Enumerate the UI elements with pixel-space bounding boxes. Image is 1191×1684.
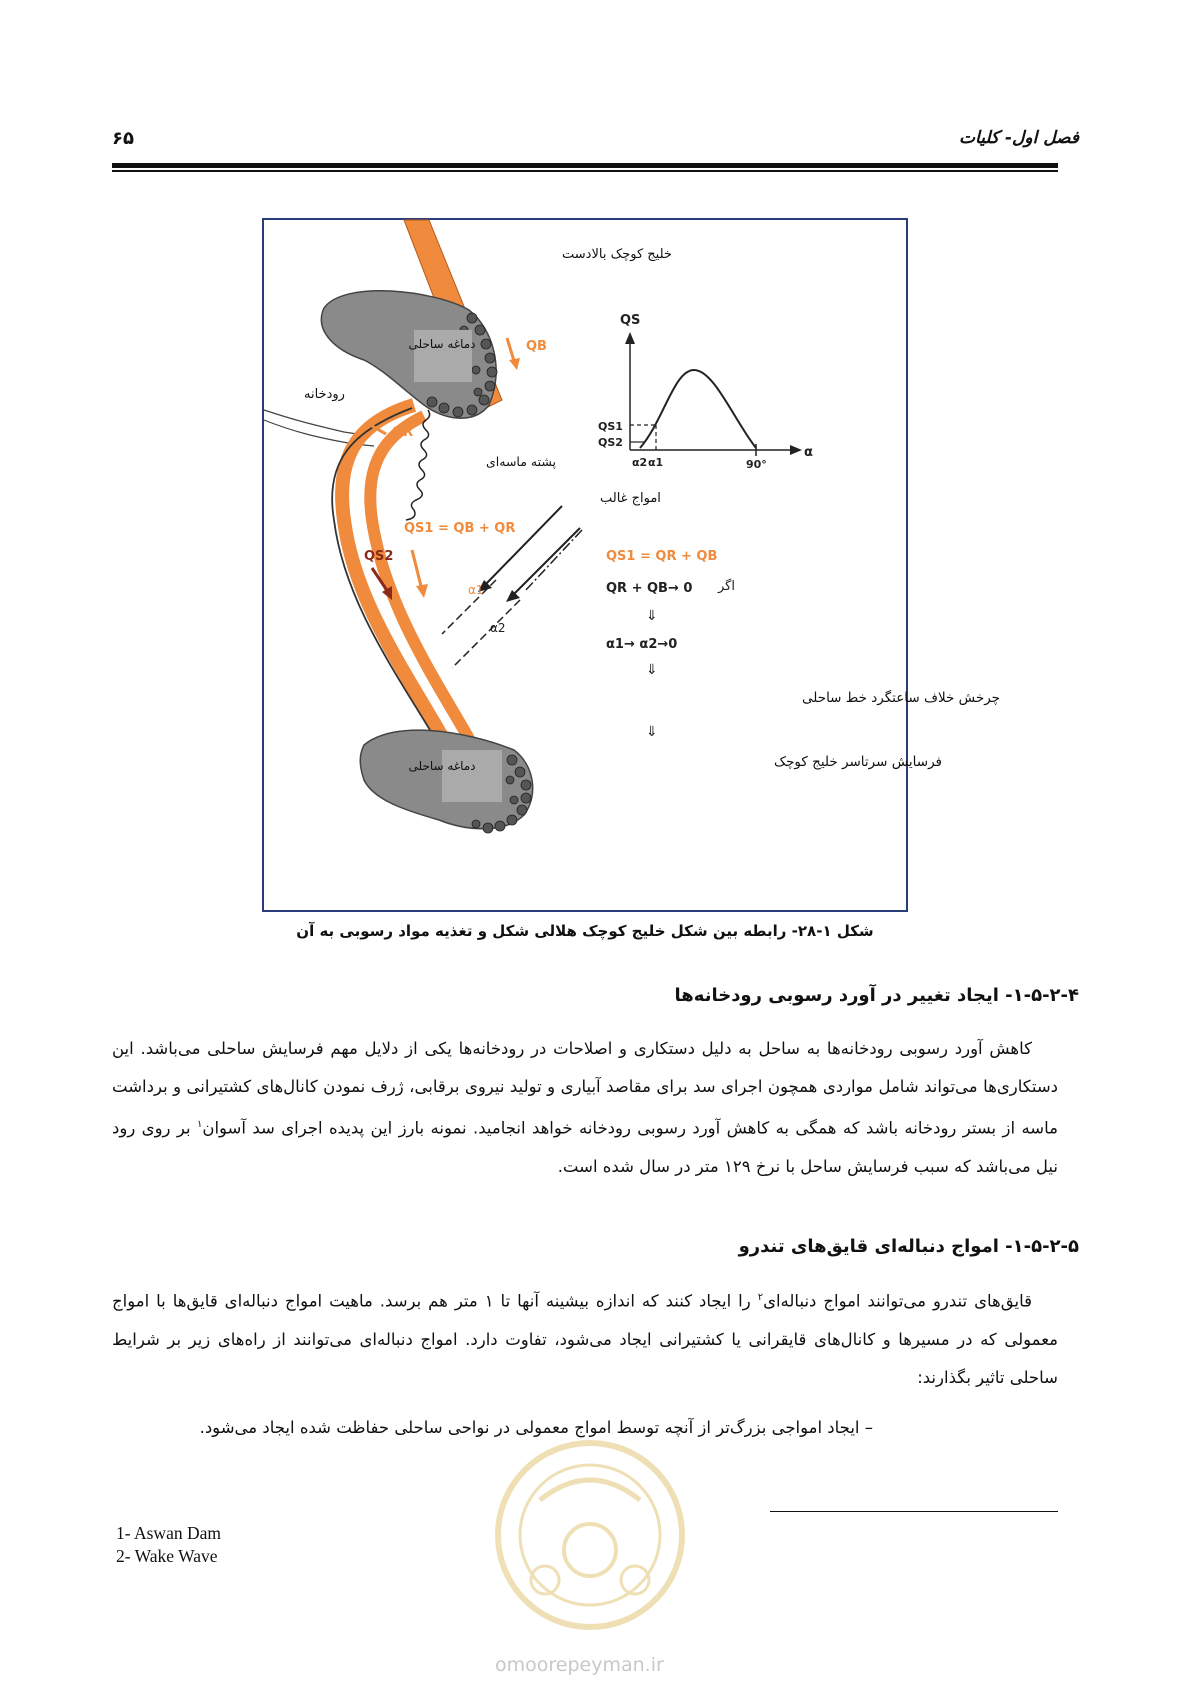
label-eq-right: QS1 = QR + QB [606,549,718,564]
section2-text: قایق‌های تندرو می‌توانند امواج دنباله‌ای [763,1291,1032,1311]
footnote-rule [770,1511,1058,1512]
section2-paragraph [112,1279,1058,1397]
river-channel [264,410,364,435]
section2-heading: ۱-۵-۲-۵- امواج دنباله‌ای قایق‌های تندرو [738,1236,1079,1257]
wave-arrow-2 [512,528,580,596]
graph-curve [640,370,756,448]
section2-text-end: را ایجاد کنند که اندازه بیشینه آنها تا ۱ متر هم برسد. ماهیت امواج دنباله‌ای قایق‌ها با امواج معمولی که در مسیرها و کانال‌های قایقرانی یا کشتیرانی ایجاد می‌شود، تفاوت دارد. امواج دنباله‌ای می‌توانند از راه‌های زیر بر شرایط ساحلی تاثیر بگذارند: [112,1291,1058,1387]
label-alpha1: α1 [468,583,484,597]
header-rule-thin [112,170,1058,172]
section1-heading: ۱-۵-۲-۴- ایجاد تغییر در آورد رسوبی رودخانه‌ها [674,985,1079,1006]
graph-a1: α1 [648,456,664,469]
label-rotation: چرخش خلاف ساعتگرد خط ساحلی [802,690,1001,706]
label-qs2: QS2 [364,549,394,564]
footnote-ref-1: ۱ [196,1119,203,1130]
wave-arrow-line-3 [524,530,582,592]
page-number: ۶۵ [112,128,134,149]
graph-90: 90° [746,458,767,471]
footnotes [116,1522,221,1568]
chapter-title: فصل اول- کلیات [959,128,1079,148]
label-sand-ridge: پشته ماسه‌ای [486,454,557,469]
arrow-down-1: ⇓ [646,608,658,624]
header-rule [112,163,1058,168]
watermark-logo [485,1430,695,1640]
label-if: اگر [718,579,735,594]
graph-y-label: QS [620,313,641,328]
graph-a2: α2 [632,456,648,469]
graph-qs2: QS2 [598,436,623,449]
label-headland-top: دماغه ساحلی [408,337,476,351]
label-headland-bottom: دماغه ساحلی [408,759,476,773]
footnote-2: 2- Wake Wave [116,1546,218,1566]
bullet-item: – ایجاد امواجی بزرگ‌تر از آنچه توسط امواج معمولی در نواحی ساحلی حفاظت شده ایجاد می‌شود. [199,1418,873,1437]
figure-diagram [264,220,1001,910]
arrow-down-3: ⇓ [646,724,658,740]
label-qr: QR [392,425,414,440]
crest-line-2 [452,600,520,668]
figure-crenulate-bay [262,218,1001,912]
watermark-url: omoorepeyman.ir [495,1654,664,1676]
label-limit2: α1→ α2→0 [606,637,678,652]
label-qb: QB [526,339,547,354]
label-eq-left: QS1 = QB + QR [404,521,516,536]
wave-arrow-1 [484,506,562,586]
figure-caption: شکل ۱-۲۸- رابطه بین شکل خلیج کوچک هلالی شکل و تغذیه مواد رسوبی به آن [296,922,874,940]
headland-bottom-label-box [442,750,502,802]
section1-text-end: بر روی رود نیل می‌باشد که سبب فرسایش ساحل با نرخ ۱۲۹ متر در سال شده است. [112,1118,1058,1176]
graph-qs1: QS1 [598,420,623,433]
label-upstream-bay: خلیج کوچک بالادست [562,247,672,262]
footnote-1: 1- Aswan Dam [116,1523,221,1543]
label-alpha2: α2 [490,621,506,635]
section1-paragraph [112,1030,1058,1186]
label-river: رودخانه [304,387,345,402]
footnote-ref-2: ۲ [757,1292,764,1303]
section1-text: کاهش آورد رسوبی رودخانه‌ها به ساحل به دلیل دستکاری و اصلاحات در رودخانه‌ها یکی از دلایل مهم فرسایش ساحلی می‌باشد. این دستکاری‌ها می‌تواند شامل مواردی همچون اجرای سد برای مقاصد آبیاری و تولید نیروی برقابی، ژرف نمودن کانال‌های کشتیرانی و برداشت ماسه از بستر رودخانه باشد که همگی به کاهش آورد رسوبی رودخانه خواهد انجامید. نمونه بارز این پدیده اجرای سد آسوان [112,1039,1058,1138]
label-limit1: QR + QB→ 0 [606,581,693,596]
arrow-down-2: ⇓ [646,662,658,678]
label-dominant-waves: امواج غالب [600,491,661,506]
graph-x-label: α [804,445,813,460]
label-erosion: فرسایش سرتاسر خلیج کوچک [774,754,942,770]
qs1-arrow [412,550,422,590]
